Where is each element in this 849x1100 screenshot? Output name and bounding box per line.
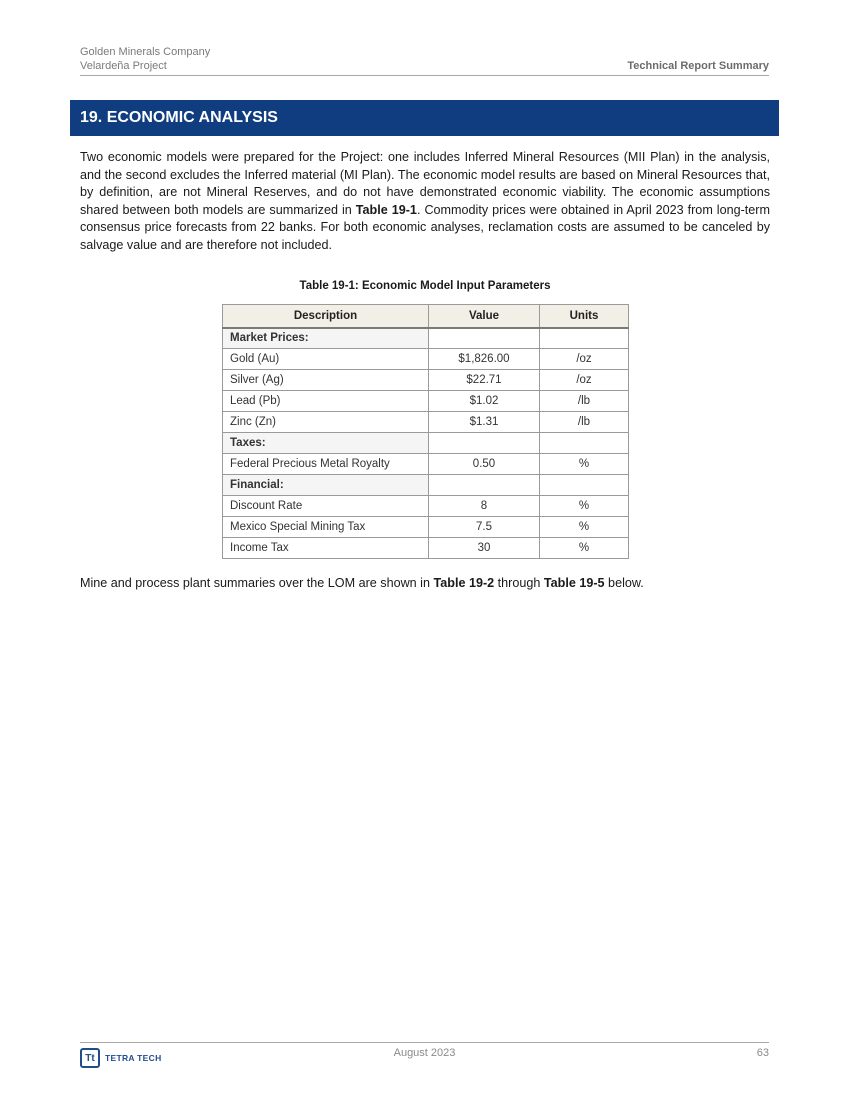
- summary-text-2: through: [494, 576, 544, 590]
- cell-description: Discount Rate: [223, 496, 429, 517]
- group-label: Taxes:: [223, 433, 429, 454]
- table-row: [223, 349, 629, 370]
- table-row: [223, 370, 629, 391]
- group-label: Financial:: [223, 475, 429, 496]
- page-number: 63: [756, 1047, 769, 1059]
- section-heading: [70, 100, 779, 136]
- economic-parameters-table: [222, 304, 629, 559]
- table-reference: Table 19-2: [433, 576, 495, 590]
- company-name: Golden Minerals Company: [80, 46, 211, 58]
- table-reference: Table 19-5: [543, 576, 605, 590]
- header-value: Value: [429, 305, 540, 328]
- report-type: Technical Report Summary: [627, 60, 769, 72]
- table-row: [223, 391, 629, 412]
- cell-units: %: [540, 538, 629, 559]
- cell-value: $1,826.00: [429, 349, 540, 370]
- header-description: Description: [223, 305, 429, 328]
- cell-description: Zinc (Zn): [223, 412, 429, 433]
- header-units: Units: [540, 305, 629, 328]
- logo-text: TETRA TECH: [105, 1053, 162, 1063]
- header-divider: [80, 75, 769, 76]
- table-header-row: [223, 305, 629, 328]
- footer-date: August 2023: [393, 1047, 456, 1059]
- cell-units: %: [540, 454, 629, 475]
- cell-units: /lb: [540, 412, 629, 433]
- page-header-left: [80, 45, 210, 73]
- cell-value: $1.31: [429, 412, 540, 433]
- cell-description: Income Tax: [223, 538, 429, 559]
- intro-text-2: . Commodity prices were obtained in April 2023 from long-term consensus price forecasts from 22 banks. For both economic analyses, reclamation costs are assumed to be canceled by salvage value and are therefore not included.: [80, 202, 770, 252]
- table-row: [223, 412, 629, 433]
- cell-units: /oz: [540, 370, 629, 391]
- cell-value: 30: [429, 538, 540, 559]
- cell-value: $1.02: [429, 391, 540, 412]
- cell-description: Lead (Pb): [223, 391, 429, 412]
- intro-paragraph: [80, 149, 770, 255]
- cell-description: Federal Precious Metal Royalty: [223, 454, 429, 475]
- cell-value: 7.5: [429, 517, 540, 538]
- cell-description: Silver (Ag): [223, 370, 429, 391]
- cell-units: /lb: [540, 391, 629, 412]
- cell-units: %: [540, 517, 629, 538]
- summary-paragraph: [80, 575, 770, 592]
- group-label: Market Prices:: [223, 328, 429, 349]
- table-row: [223, 517, 629, 538]
- group-row: [223, 475, 629, 496]
- section-title: 19. ECONOMIC ANALYSIS: [80, 109, 278, 126]
- cell-value: 0.50: [429, 454, 540, 475]
- tetra-tech-logo-icon: Tt: [80, 1048, 100, 1068]
- group-row: [223, 433, 629, 454]
- table-row: [223, 538, 629, 559]
- table-caption: Table 19-1: Economic Model Input Parameters: [299, 280, 551, 292]
- summary-text-3: below.: [604, 576, 644, 590]
- cell-value: 8: [429, 496, 540, 517]
- cell-description: Gold (Au): [223, 349, 429, 370]
- footer-divider: [80, 1042, 769, 1043]
- project-name: Velardeña Project: [80, 60, 167, 72]
- cell-units: /oz: [540, 349, 629, 370]
- cell-value: $22.71: [429, 370, 540, 391]
- table-row: [223, 454, 629, 475]
- summary-text-1: Mine and process plant summaries over the LOM are shown in: [80, 576, 434, 590]
- cell-units: %: [540, 496, 629, 517]
- table-reference: Table 19-1: [355, 202, 417, 217]
- cell-description: Mexico Special Mining Tax: [223, 517, 429, 538]
- table-row: [223, 496, 629, 517]
- group-row: [223, 328, 629, 349]
- intro-text-1: Two economic models were prepared for the Project: one includes Inferred Mineral Resources (MII Plan) in the analysis, and the second excludes the Inferred material (MI Plan). The economic model results are based on Mineral Resources that, by definition, are not Mineral Reserves, and do not have demonstrated economic viability. The economic assumptions shared between both models are summarized in: [80, 150, 770, 217]
